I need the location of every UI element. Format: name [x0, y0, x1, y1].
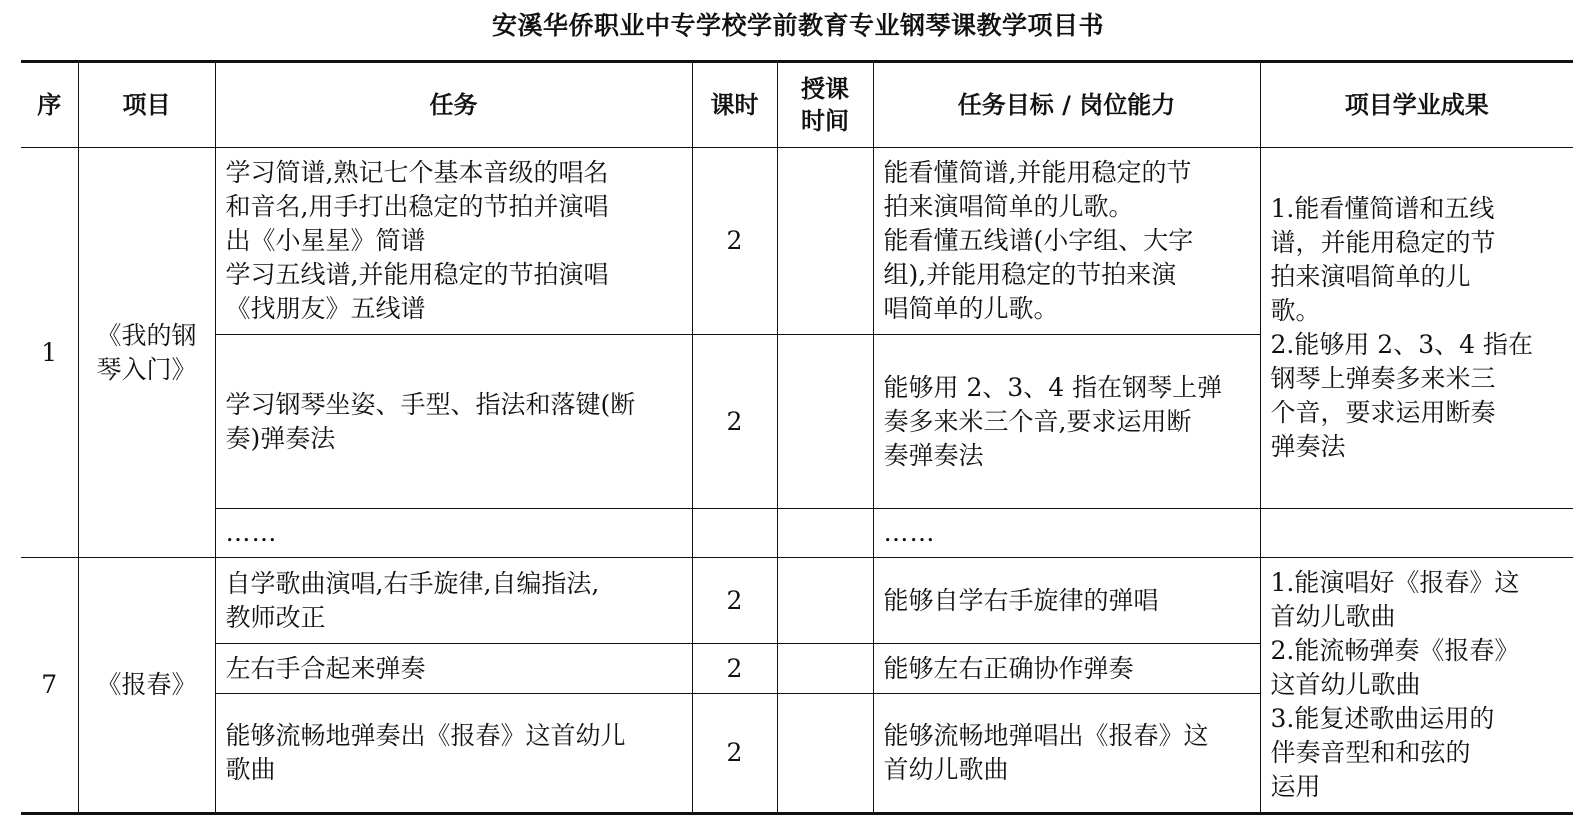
task-cell: 学习简谱,熟记七个基本音级的唱名 和音名,用手打出稳定的节拍并演唱 出《小星星》简谱 学习五线谱,并能用稳定的节拍演唱 《找朋友》五线谱	[215, 148, 692, 335]
time-cell	[777, 509, 873, 558]
outcome-cell: 1.能看懂简谱和五线 谱，并能用稳定的节 拍来演唱简单的儿 歌。 2.能够用 2、3、4 指在 钢琴上弹奏多来米三 个音，要求运用断奏 弹奏法	[1260, 148, 1573, 509]
task-cell: 学习钢琴坐姿、手型、指法和落键(断 奏)弹奏法	[215, 335, 692, 509]
hours-cell: 2	[692, 148, 777, 335]
project-cell: 《报春》	[78, 558, 215, 814]
header-task: 任务	[215, 62, 692, 148]
teaching-project-table	[21, 60, 1573, 815]
goal-cell: 能够用 2、3、4 指在钢琴上弹 奏多来米三个音,要求运用断 奏弹奏法	[873, 335, 1260, 509]
goal-cell: 能看懂简谱,并能用稳定的节 拍来演唱简单的儿歌。 能看懂五线谱(小字组、大字 组),并能用稳定的节拍来演 唱简单的儿歌。	[873, 148, 1260, 335]
task-cell: 能够流畅地弹奏出《报春》这首幼儿 歌曲	[215, 694, 692, 814]
header-time: 授课 时间	[777, 62, 873, 148]
task-cell: 左右手合起来弹奏	[215, 644, 692, 694]
hours-cell: 2	[692, 644, 777, 694]
header-row	[21, 62, 1573, 148]
hours-cell	[692, 509, 777, 558]
table-row	[21, 148, 1573, 335]
seq-cell: 7	[21, 558, 78, 814]
hours-cell: 2	[692, 694, 777, 814]
time-cell	[777, 335, 873, 509]
task-cell: ……	[215, 509, 692, 558]
hours-cell: 2	[692, 335, 777, 509]
header-goal: 任务目标 / 岗位能力	[873, 62, 1260, 148]
table-row	[21, 509, 1573, 558]
document-title: 安溪华侨职业中专学校学前教育专业钢琴课教学项目书	[491, 11, 1104, 40]
header-outcome: 项目学业成果	[1260, 62, 1573, 148]
task-cell: 自学歌曲演唱,右手旋律,自编指法, 教师改正	[215, 558, 692, 644]
outcome-cell: 1.能演唱好《报春》这 首幼儿歌曲 2.能流畅弹奏《报春》 这首幼儿歌曲 3.能复述歌曲运用的 伴奏音型和和弦的 运用	[1260, 558, 1573, 814]
time-cell	[777, 148, 873, 335]
goal-cell: 能够流畅地弹唱出《报春》这 首幼儿歌曲	[873, 694, 1260, 814]
header-project: 项目	[78, 62, 215, 148]
header-hours: 课时	[692, 62, 777, 148]
project-cell: 《我的钢 琴入门》	[78, 148, 215, 558]
table-row	[21, 558, 1573, 644]
header-seq: 序	[21, 62, 78, 148]
goal-cell: 能够自学右手旋律的弹唱	[873, 558, 1260, 644]
seq-cell: 1	[21, 148, 78, 558]
time-cell	[777, 644, 873, 694]
time-cell	[777, 558, 873, 644]
time-cell	[777, 694, 873, 814]
goal-cell: ……	[873, 509, 1260, 558]
goal-cell: 能够左右正确协作弹奏	[873, 644, 1260, 694]
outcome-cell	[1260, 509, 1573, 558]
hours-cell: 2	[692, 558, 777, 644]
